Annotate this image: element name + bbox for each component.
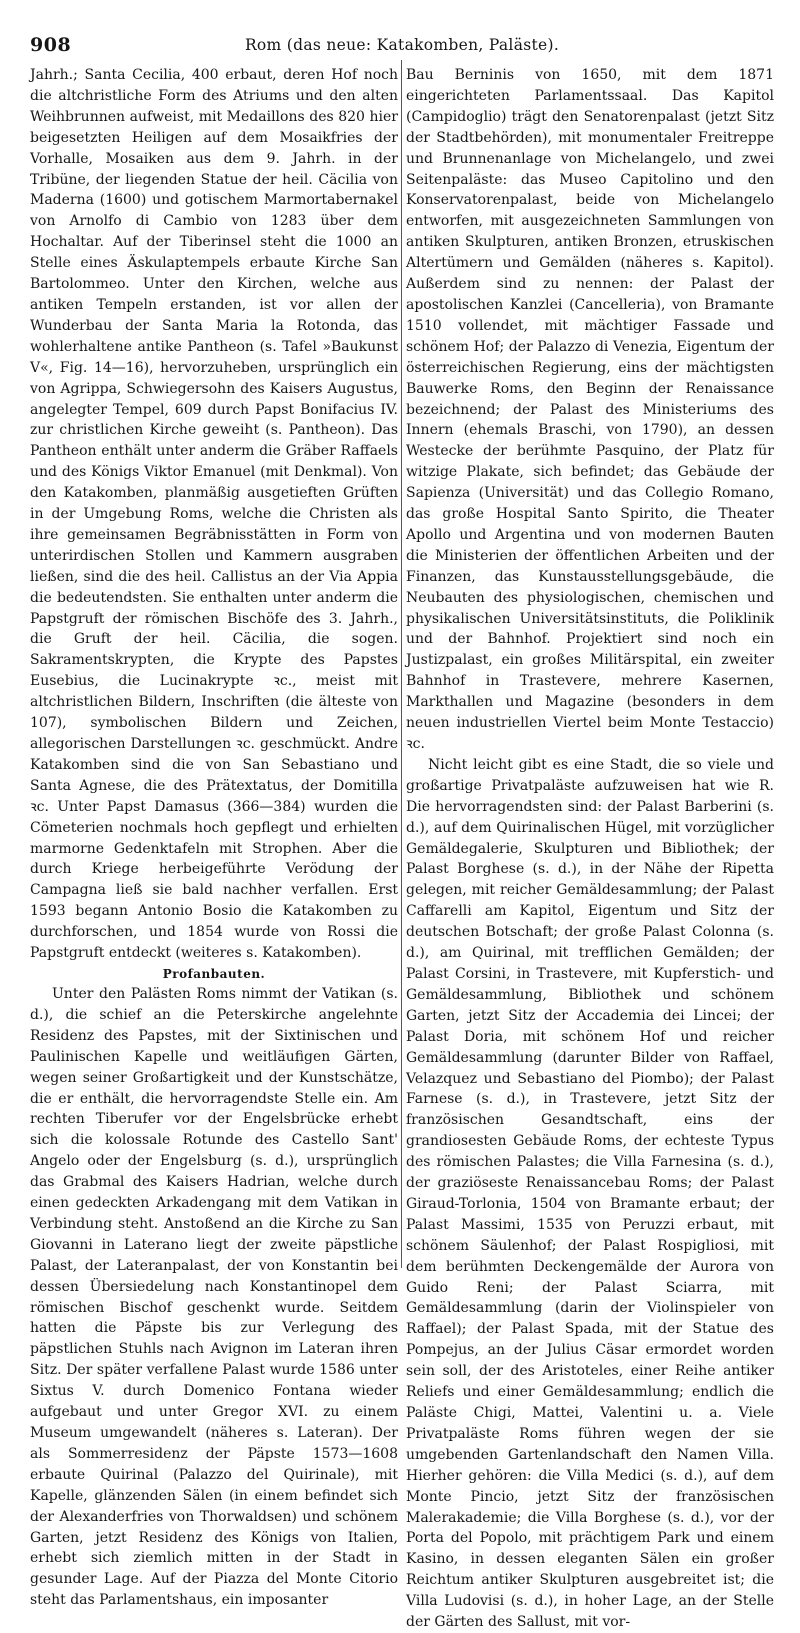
left-column [30,65,398,1609]
section-subheading: Profanbauten. [162,966,266,981]
paragraph-churches-catacombs: Jahrh.; Santa Cecilia, 400 erbaut, deren Hof noch die altchristliche Form des Atriums und den alten Weihbrunnen aufweist, mit Medaillons des 820 hier beigesetzten Heiligen auf dem Mosaikfries der Vorhalle, Mosaiken aus dem 9. Jahrh. in der Tribüne, der liegenden Statue der heil. Cäcilia von Maderna (1600) und gotischem Marmortabernakel von Arnolfo di Cambio von 1283 über dem Hochaltar. Auf der Tiberinsel steht die 1000 an Stelle eines Äskulaptempels erbaute Kirche San Bartolommeo. Unter den Kirchen, welche aus antiken Tempeln erstanden, ist vor allen der Wunderbau der Santa Maria la Rotonda, das wohlerhaltene antike Pantheon (s. Tafel »Baukunst V«, Fig. 14—16), hervorzuheben, ursprünglich ein von Agrippa, Schwiegersohn des Kaisers Augustus, angelegter Tempel, 609 durch Papst Bonifacius IV. zur christlichen Kirche geweiht (s. Pantheon). Das Pantheon enthält unter anderm die Gräber Raffaels und des Königs Viktor Emanuel (mit Denkmal). Von den Katakomben, planmäßig ausgetieften Grüften in der Umgebung Roms, welche die Christen als ihre gemeinsamen Begräbnisstätten in Form von unterirdischen Stollen und Kammern ausgraben ließen, sind die des heil. Callistus an der Via Appia die bedeutendsten. Sie enthalten unter anderm die Papstgruft der römischen Bischöfe des 3. Jahrh., die Gruft der heil. Cäcilia, die sogen. Sakramentskrypten, die Krypte des Papstes Eusebius, die Lucinakrypte ꝛc., meist mit altchristlichen Bildern, Inschriften (die älteste von 107), symbolischen Bildern und Zeichen, allegorischen Darstellungen ꝛc. geschmückt. Andre Katakomben sind die von San Sebastiano und Santa Agnese, die des Prätextatus, der Domitilla ꝛc. Unter Papst Damasus (366—384) wurden die Cömeterien nochmals hoch gepflegt und erhielten marmorne Gedenktafeln mit Strophen. Aber die durch Kriege herbeigeführte Verödung der Campagna ließ sie bald nachher verfallen. Erst 1593 begann Antonio Bosio die Katakomben zu durchforschen, und 1854 wurde von Rossi die Papstgruft entdeckt (weiteres s. Katakomben). [30,67,398,962]
paragraph-public-buildings: Bau Berninis von 1650, mit dem 1871 eingerichteten Parlamentssaal. Das Kapitol (Campidoglio) trägt den Senatorenpalast (jetzt Sitz der Stadtbehörden), mit monumentaler Freitreppe und Brunnenanlage von Michelangelo, und zwei Seitenpaläste: das Museo Capitolino und den Konservatorenpalast, beide von Michelangelo entworfen, mit ausgezeichneten Sammlungen von antiken Skulpturen, antiken Bronzen, etruskischen Altertümern und Gemälden (näheres s. Kapitol). Außerdem sind zu nennen: der Palast der apostolischen Kanzlei (Cancelleria), von Bramante 1510 vollendet, mit mächtiger Fassade und schönem Hof; der Palazzo di Venezia, Eigentum der österreichischen Regierung, eins der mächtigsten Bauwerke Roms, den Beginn der Renaissance bezeichnend; der Palast des Ministeriums des Innern (ehemals Braschi, von 1790), an dessen Westecke der berühmte Pasquino, der Platz für witzige Plakate, sich befindet; das Gebäude der Sapienza (Universität) und das Collegio Romano, das große Hospital Santo Spirito, die Theater Apollo und Argentina und von modernen Bauten die Ministerien der öffentlichen Arbeiten und der Finanzen, das Kunstausstellungsgebäude, die Neubauten des physiologischen, chemischen und physikalischen Universitätsinstituts, die Poliklinik und der Bahnhof. Projektiert sind noch ein Justizpalast, ein großes Militärspital, ein zweiter Bahnhof in Trastevere, mehrere Kasernen, Markthallen und Magazine (besonders in dem neuen industriellen Viertel beim Monte Testaccio) ꝛc. [406,67,774,752]
right-column [406,65,774,1631]
paragraph-palaces: Unter den Palästen Roms nimmt der Vatikan (s. d.), die schief an die Peterskirche angelehnte Residenz des Papstes, mit der Sixtinischen und Paulinischen Kapelle und weitläufigen Gärten, wegen seiner Großartigkeit und der Kunstschätze, die er enthält, die hervorragendste Stelle ein. Am rechten Tiberufer vor der Engelsbrücke erhebt sich die kolossale Rotunde des Castello Sant' Angelo oder der Engelsburg (s. d.), ursprünglich das Grabmal des Kaisers Hadrian, welche durch einen gedeckten Arkadengang mit dem Vatikan in Verbindung steht. Anstoßend an die Kirche zu San Giovanni in Laterano liegt der zweite päpstliche Palast, der Lateranpalast, der von Konstantin bei dessen Übersiedelung nach Konstantinopel dem römischen Bischof geschenkt wurde. Seitdem hatten die Päpste bis zur Verlegung des päpstlichen Stuhls nach Avignon im Lateran ihren Sitz. Der später verfallene Palast wurde 1586 unter Sixtus V. durch Domenico Fontana wieder aufgebaut und unter Gregor XVI. zu einem Museum umgewandelt (näheres s. Lateran). Der als Sommerresidenz der Päpste 1573—1608 erbaute Quirinal (Palazzo del Quirinale), mit Kapelle, glänzenden Sälen (in einem befindet sich der Alexanderfries von Thorwaldsen) und schönem Garten, jetzt Residenz des Königs von Italien, erhebt sich ziemlich mitten in der Stadt in gesunder Lage. Auf der Piazza del Monte Citorio steht das Parlamentshaus, ein imposanter [30,985,398,1609]
page-number: 908 [30,34,72,56]
column-divider [401,60,402,1268]
paragraph-private-palaces: Nicht leicht gibt es eine Stadt, die so viele und großartige Privatpaläste aufzuweisen hat wie R. Die hervorragendsten sind: der Palast Barberini (s. d.), auf dem Quirinalischen Hügel, mit vorzüglicher Gemäldegalerie, Skulpturen und Bibliothek; der Palast Borghese (s. d.), in der Nähe der Ripetta gelegen, mit reicher Gemäldesammlung; der Palast Caffarelli am Kapitol, Eigentum und Sitz der deutschen Botschaft; der große Palast Colonna (s. d.), am Quirinal, mit trefflichen Gemälden; der Palast Corsini, in Trastevere, mit Kupferstich- und Gemäldesammlung, Bibliothek und schönem Garten, jetzt Sitz der Accademia dei Lincei; der Palast Doria, mit schönem Hof und reicher Gemäldesammlung (darunter Bilder von Raffael, Velazquez und Sebastiano del Piombo); der Palast Farnese (s. d.), in Trastevere, jetzt Sitz der französischen Gesandtschaft, eins der grandiosesten Gebäude Roms, der echteste Typus des römischen Palastes; die Villa Farnesina (s. d.), der graziöseste Renaissancebau Roms; der Palast Giraud-Torlonia, 1504 von Bramante erbaut; der Palast Massimi, 1535 von Peruzzi erbaut, mit schönem Säulenhof; der Palast Rospigliosi, mit dem berühmten Deckengemälde der Aurora von Guido Reni; der Palast Sciarra, mit Gemäldesammlung (darin der Violinspieler von Raffael); der Palast Spada, mit der Statue des Pompejus, an der Julius Cäsar ermordet worden sein soll, der des Aristoteles, einer Reihe antiker Reliefs und einer Gemäldesammlung; endlich die Paläste Chigi, Mattei, Valentini u. a. Viele Privatpaläste Roms führen wegen der sie umgebenden Gartenlandschaft den Namen Villa. Hierher gehören: die Villa Medici (s. d.), auf dem Monte Pincio, jetzt Sitz der französischen Malerakademie; die Villa Borghese (s. d.), vor der Porta del Popolo, mit prächtigem Park und einem Kasino, in dessen eleganten Sälen ein großer Reichtum antiker Skulpturen ausgebreitet ist; die Villa Ludovisi (s. d.), in hoher Lage, an der Stelle der Gärten des Sallust, mit vor- [406,756,774,1631]
page-header [30,34,774,58]
running-title: Rom (das neue: Katakomben, Paläste). [244,36,560,54]
